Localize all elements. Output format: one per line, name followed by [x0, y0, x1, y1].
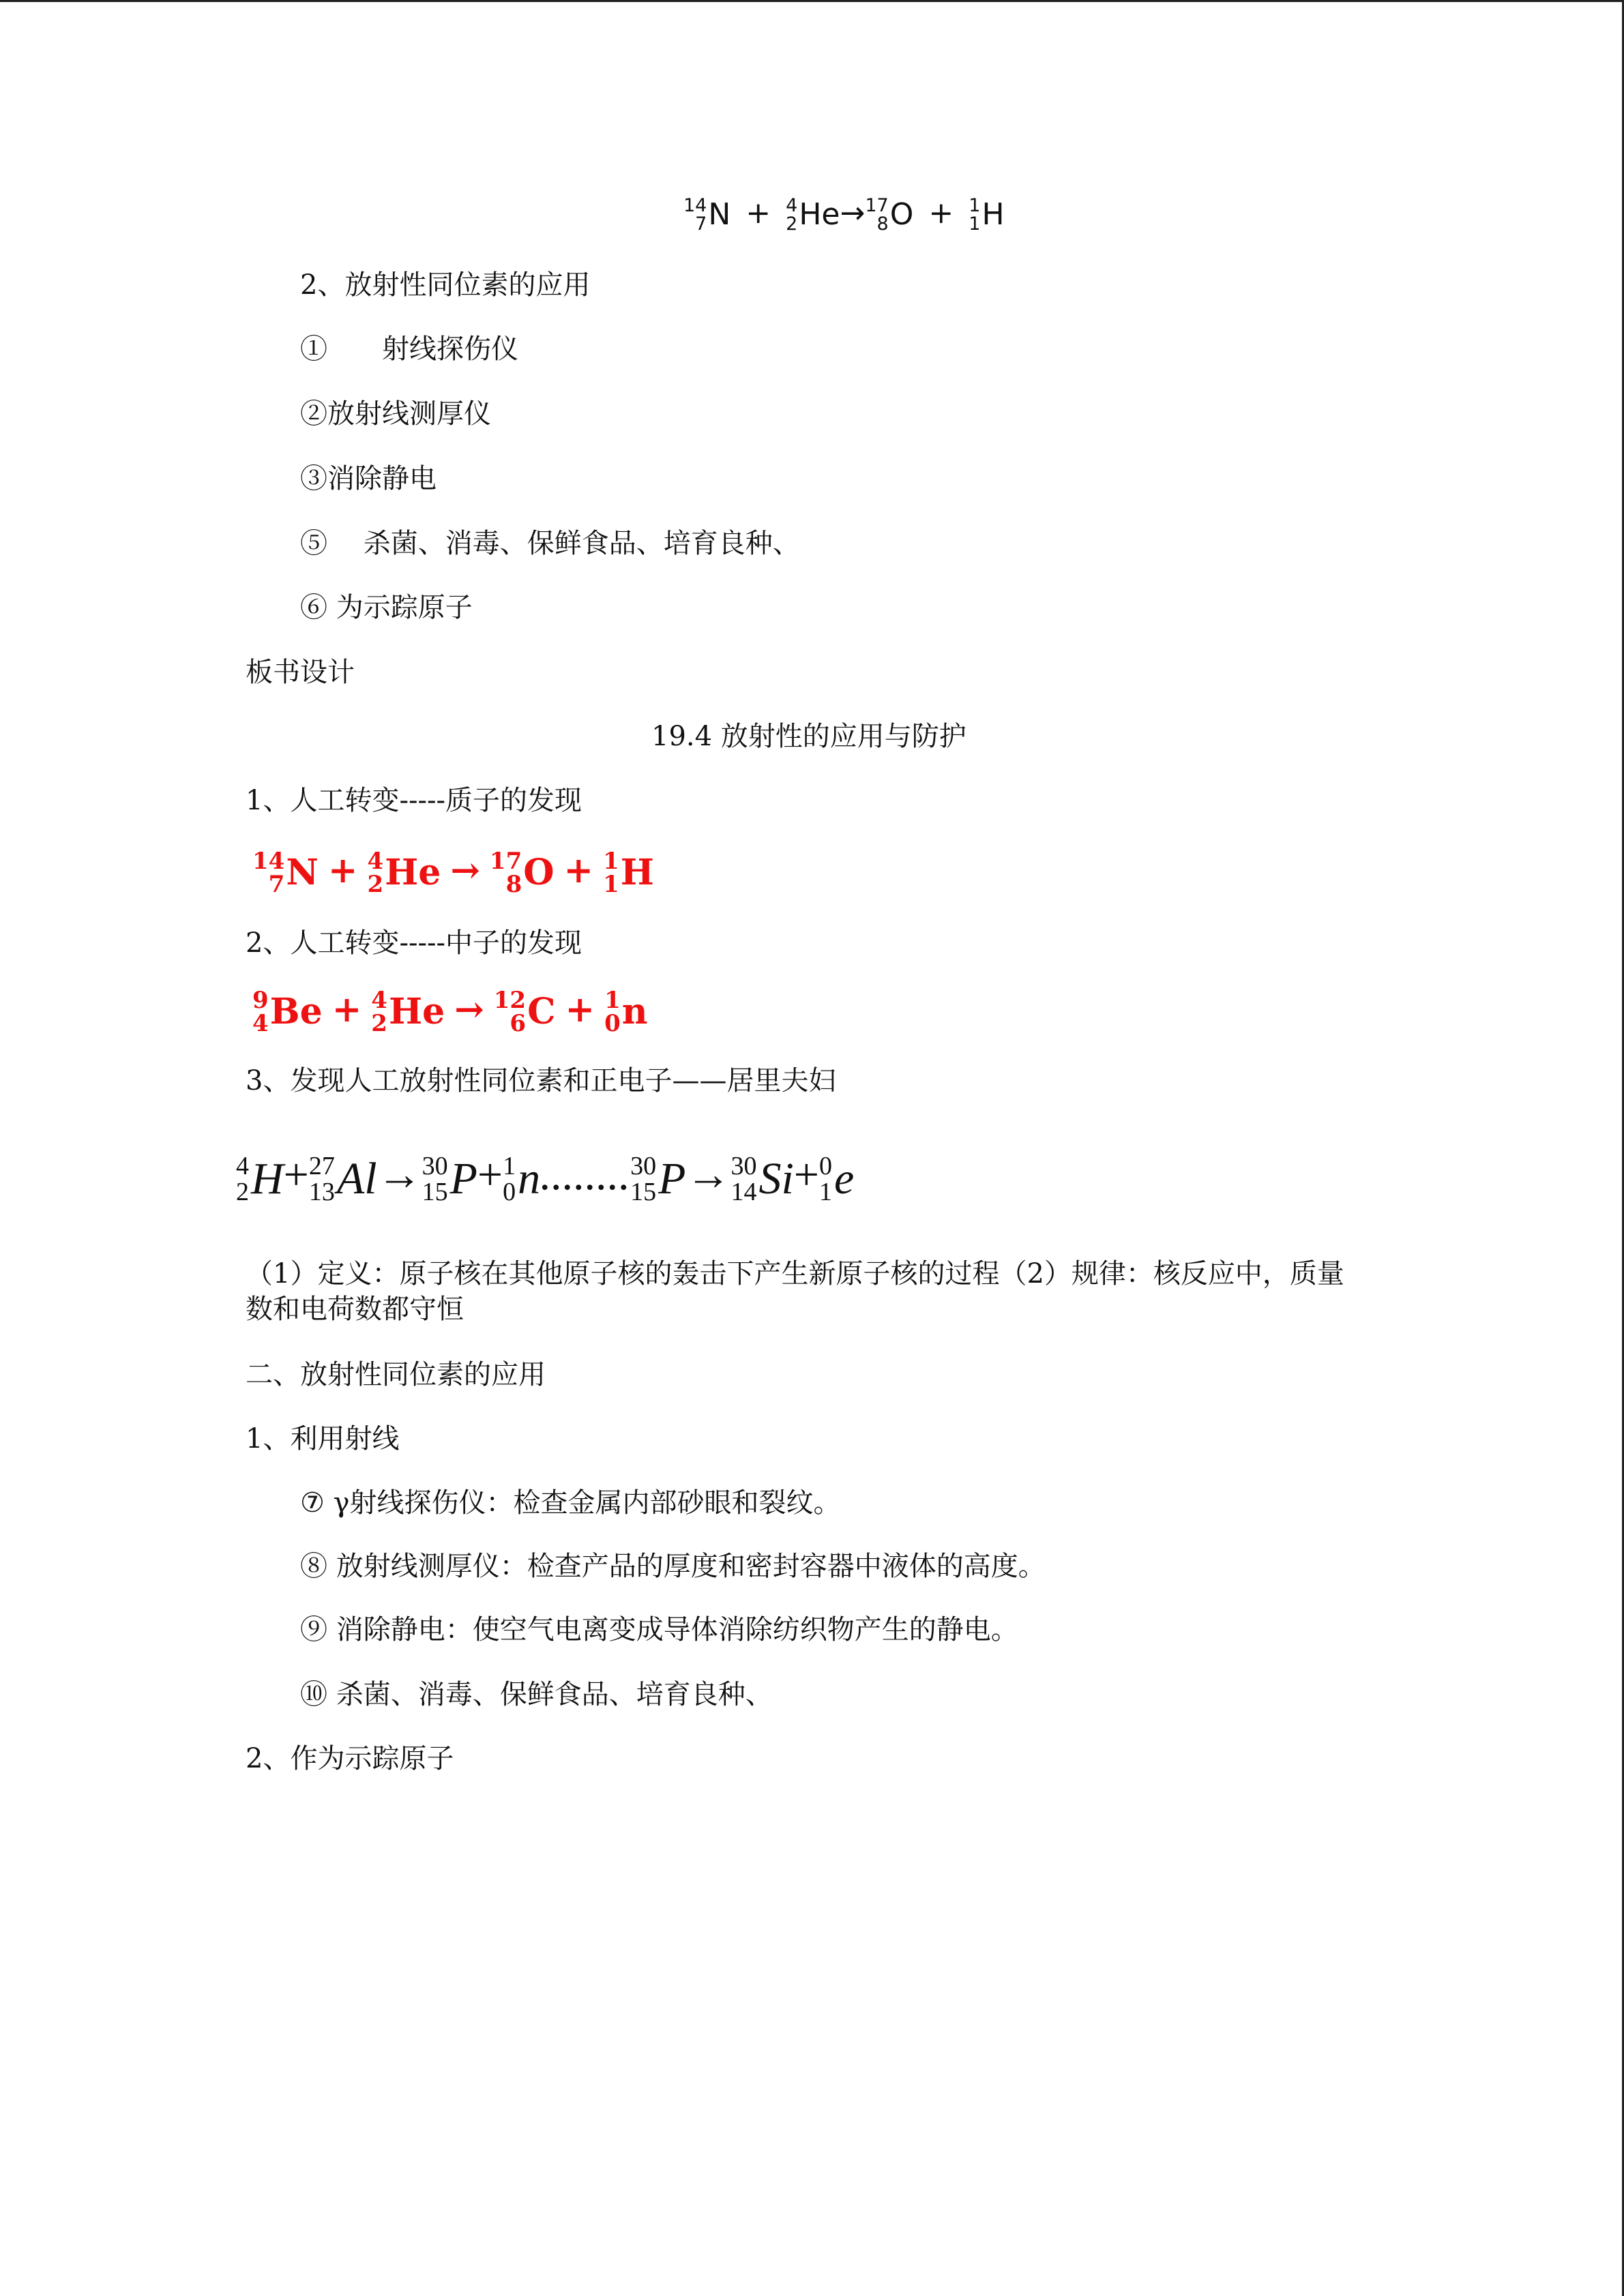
nuclide: 30 14 Si — [730, 1151, 794, 1206]
intro-item: ③消除静电 — [300, 463, 437, 494]
nuclide: 14 7 N — [252, 848, 319, 898]
nuclide: 1 1 H — [969, 195, 1005, 235]
intro-item: ⑥ 为示踪原子 — [300, 592, 473, 623]
nuclide: 30 15 P — [630, 1151, 686, 1206]
page-top-border — [0, 0, 1624, 2]
nuclide: 14 7 N — [683, 195, 731, 235]
nuclide: 12 6 C — [493, 987, 556, 1037]
reaction-equation-top: 14 7 N + 4 2 He → 17 8 O + 1 1 H — [683, 195, 1005, 235]
definition-paragraph: （1）定义：原子核在其他原子核的轰击下产生新原子核的过程（2）规律：核反应中，质量数和电荷数都守恒 — [246, 1258, 1344, 1325]
nuclide: 17 8 O — [489, 848, 555, 898]
intro-heading: 2、放射性同位素的应用 — [300, 269, 591, 301]
nuclide: 1 0 n — [503, 1151, 541, 1206]
board-design-label: 板书设计 — [246, 657, 355, 688]
nuclide: 27 13 Al — [308, 1151, 377, 1206]
part2-item: ⑩ 杀菌、消毒、保鲜食品、培育良种、 — [300, 1679, 773, 1710]
nuclide: 4 2 He — [371, 987, 445, 1037]
part2-item: ⑦ γ射线探伤仪：检查金属内部砂眼和裂纹。 — [300, 1487, 841, 1519]
part2-sub2: 2、作为示踪原子 — [246, 1743, 454, 1774]
part2-item: ⑧ 放射线测厚仪：检查产品的厚度和密封容器中液体的高度。 — [300, 1551, 1046, 1582]
part2-heading: 二、放射性同位素的应用 — [246, 1359, 546, 1390]
part2-item: ⑨ 消除静电：使空气电离变成导体消除纺织物产生的静电。 — [300, 1614, 1018, 1645]
nuclide: 9 4 Be — [252, 987, 323, 1037]
board-title: 19.4 放射性的应用与防护 — [651, 721, 966, 752]
nuclide: 30 15 P — [422, 1151, 477, 1206]
nuclide: 1 1 H — [603, 848, 654, 898]
intro-item: ⑤ 杀菌、消毒、保鲜食品、培育良种、 — [300, 528, 800, 559]
nuclide: 4 2 He — [367, 848, 441, 898]
reaction-equation-curie: 4 2 H + 27 13 Al → 30 15 P + 1 0 n ........ 30 15 P → 30 14 Si + 0 1 e — [236, 1150, 855, 1206]
nuclide: 4 2 H — [236, 1151, 284, 1206]
section2-heading: 2、人工转变-----中子的发现 — [246, 927, 582, 959]
section1-heading: 1、人工转变-----质子的发现 — [246, 785, 582, 816]
intro-item: ②放射线测厚仪 — [300, 398, 491, 430]
part2-sub1: 1、利用射线 — [246, 1423, 400, 1455]
nuclide: 0 1 e — [819, 1151, 855, 1206]
reaction-equation-proton: 14 7 N + 4 2 He → 17 8 O + 1 1 H — [252, 848, 654, 898]
reaction-equation-neutron: 9 4 Be + 4 2 He → 12 6 C + 1 0 n — [252, 987, 648, 1037]
intro-item: ① 射线探伤仪 — [300, 333, 518, 365]
nuclide: 4 2 He — [786, 195, 840, 235]
nuclide: 17 8 O — [865, 195, 914, 235]
nuclide: 1 0 n — [604, 987, 648, 1037]
section3-heading: 3、发现人工放射性同位素和正电子——居里夫妇 — [246, 1065, 836, 1097]
